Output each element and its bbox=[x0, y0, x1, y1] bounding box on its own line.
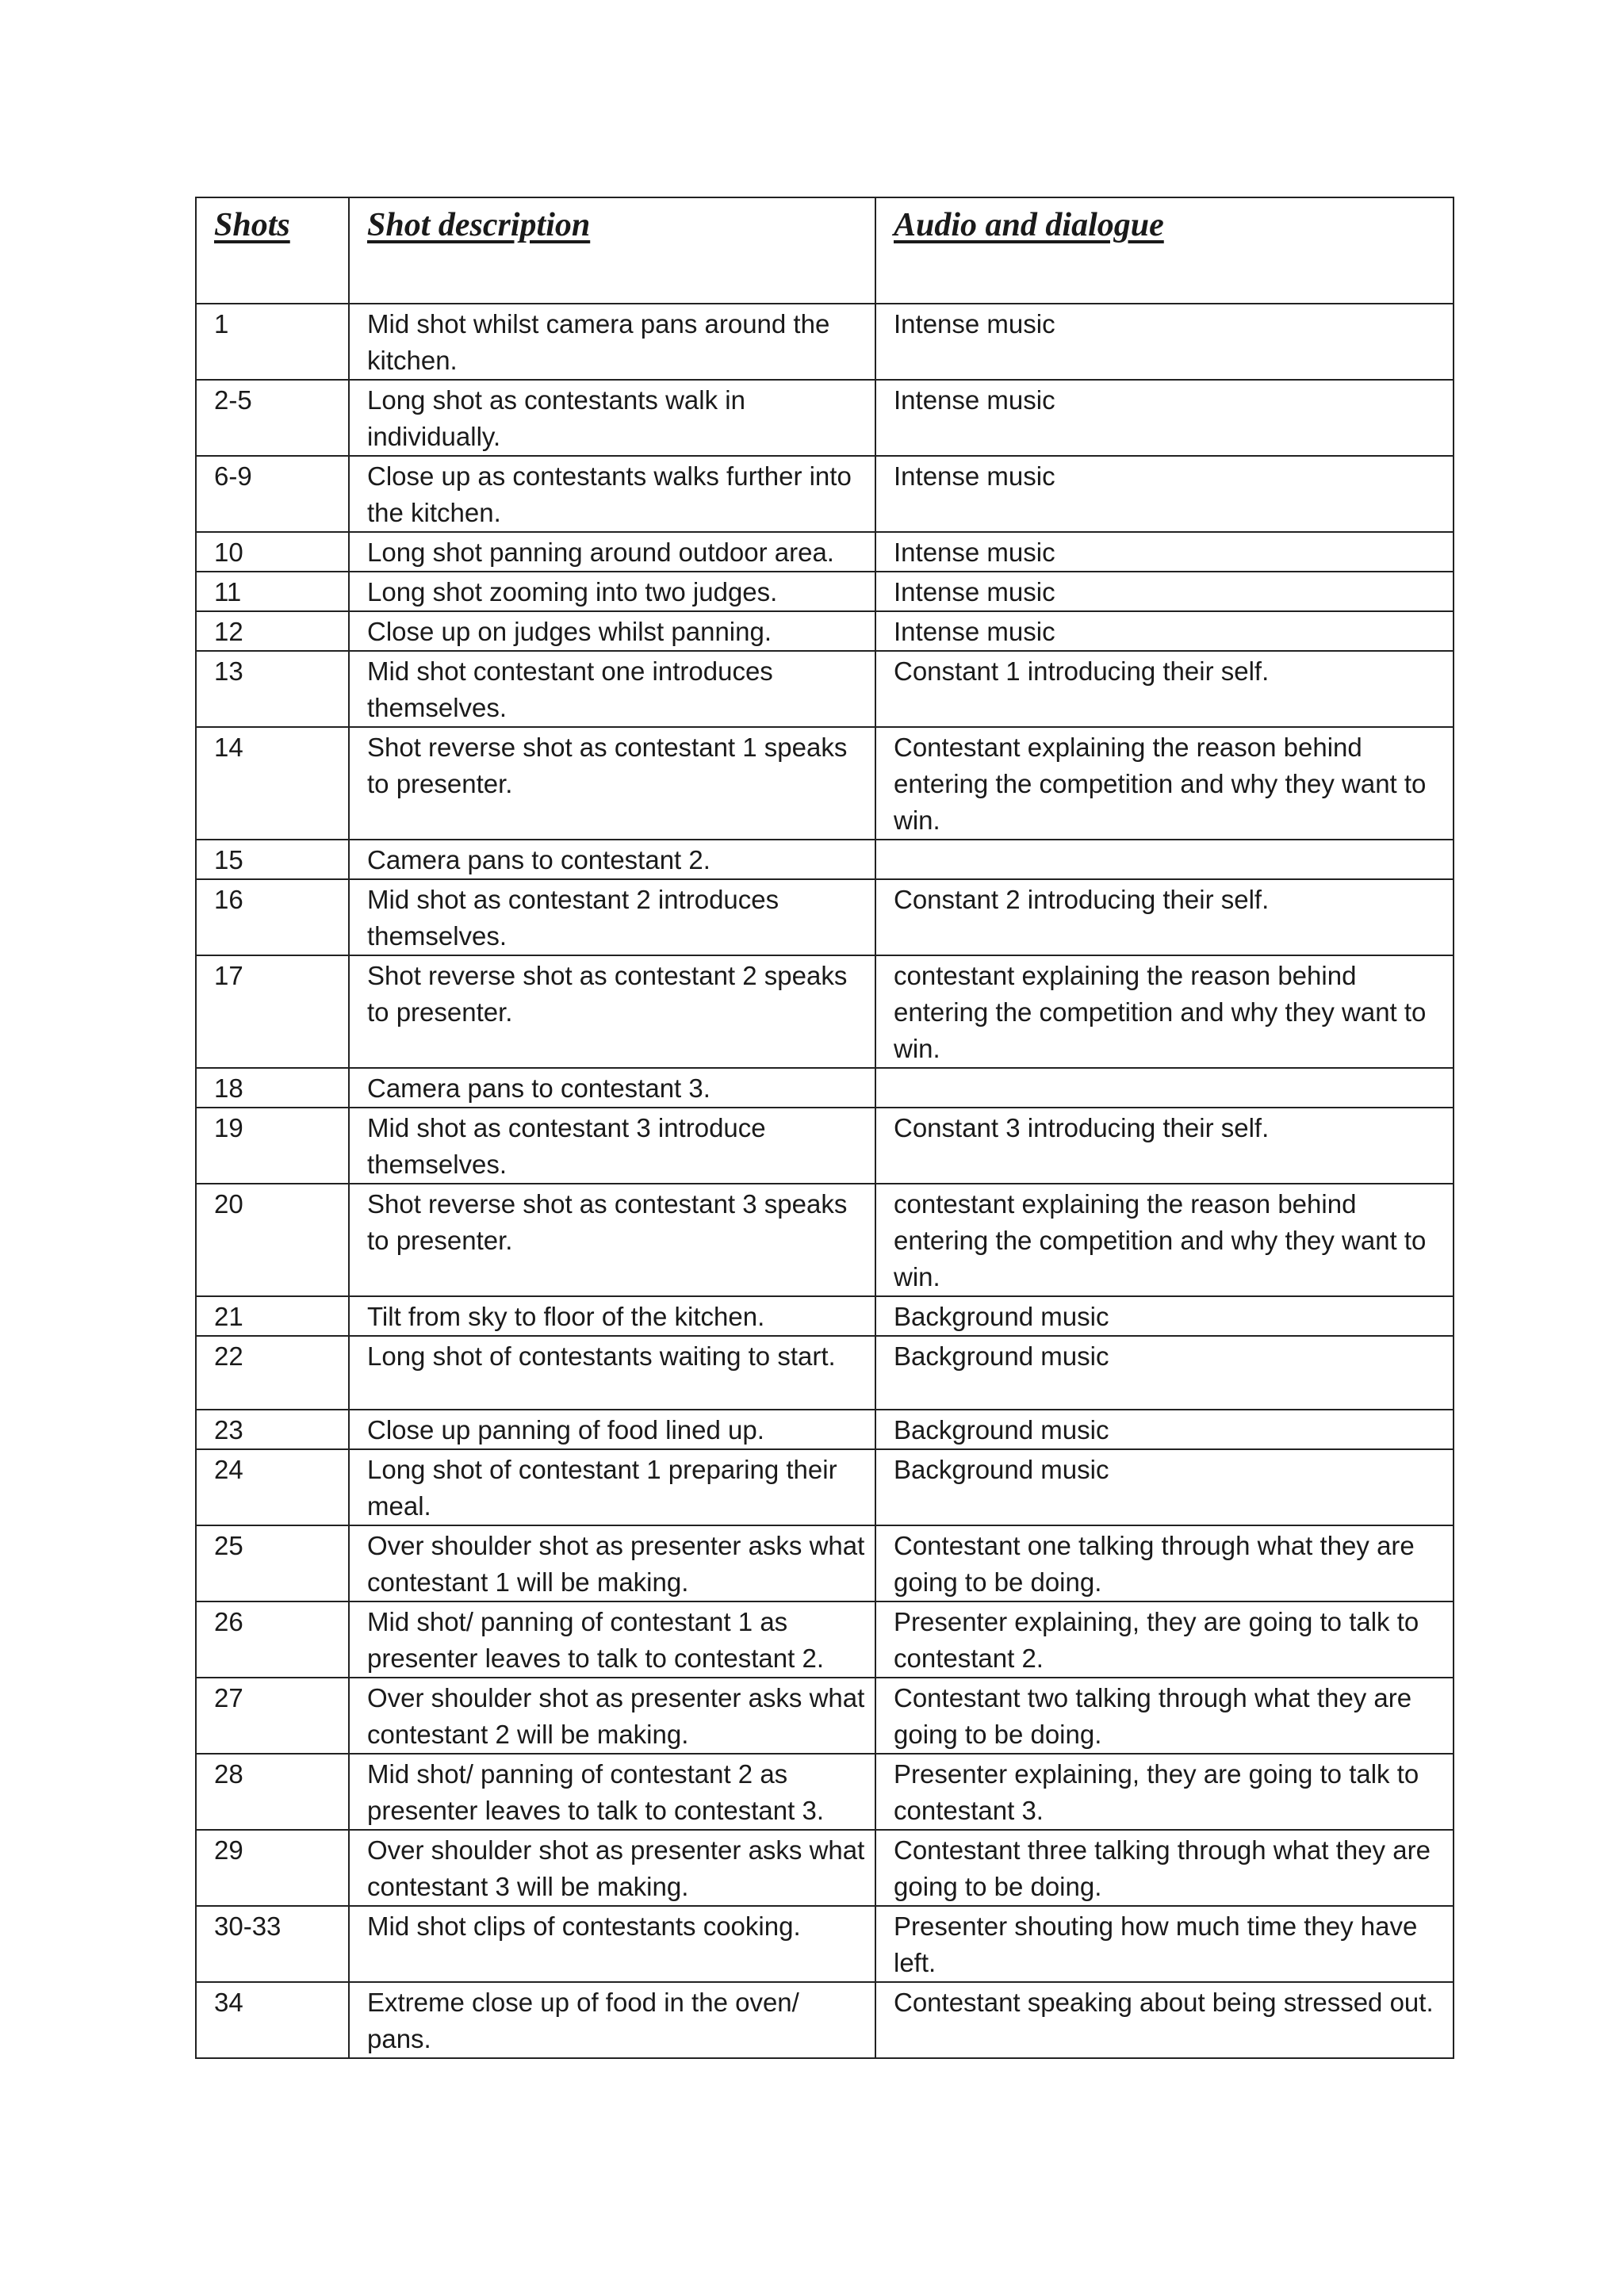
shot-number-cell: 21 bbox=[196, 1296, 349, 1336]
shot-description-cell: Long shot as contestants walk in individually. bbox=[349, 380, 875, 456]
table-row bbox=[196, 727, 1454, 840]
table-row bbox=[196, 879, 1454, 955]
shot-description-cell: Long shot zooming into two judges. bbox=[349, 572, 875, 611]
shot-description-cell: Long shot panning around outdoor area. bbox=[349, 532, 875, 572]
table-row bbox=[196, 840, 1454, 879]
audio-dialogue-cell: Intense music bbox=[875, 456, 1454, 532]
shot-number-cell: 18 bbox=[196, 1068, 349, 1108]
shot-description-cell: Camera pans to contestant 2. bbox=[349, 840, 875, 879]
shot-description-cell: Mid shot as contestant 2 introduces themselves. bbox=[349, 879, 875, 955]
table-row bbox=[196, 1336, 1454, 1410]
shot-description-cell: Mid shot whilst camera pans around the kitchen. bbox=[349, 304, 875, 380]
shot-description-cell: Mid shot clips of contestants cooking. bbox=[349, 1906, 875, 1982]
shot-number-cell: 29 bbox=[196, 1830, 349, 1906]
shot-number-cell: 26 bbox=[196, 1601, 349, 1678]
audio-dialogue-cell: Contestant three talking through what they are going to be doing. bbox=[875, 1830, 1454, 1906]
table-row bbox=[196, 1754, 1454, 1830]
shot-number-cell: 6-9 bbox=[196, 456, 349, 532]
shot-number-cell: 19 bbox=[196, 1108, 349, 1184]
audio-dialogue-cell: Constant 3 introducing their self. bbox=[875, 1108, 1454, 1184]
audio-dialogue-cell bbox=[875, 840, 1454, 879]
audio-dialogue-cell: Contestant speaking about being stressed out. bbox=[875, 1982, 1454, 2058]
audio-dialogue-cell: Background music bbox=[875, 1296, 1454, 1336]
shot-number-cell: 2-5 bbox=[196, 380, 349, 456]
shot-description-cell: Over shoulder shot as presenter asks what contestant 2 will be making. bbox=[349, 1678, 875, 1754]
table-header bbox=[196, 197, 1454, 304]
audio-dialogue-cell: Contestant one talking through what they are going to be doing. bbox=[875, 1525, 1454, 1601]
audio-dialogue-cell: contestant explaining the reason behind entering the competition and why they want to win. bbox=[875, 1184, 1454, 1296]
shot-description-cell: Mid shot/ panning of contestant 2 as presenter leaves to talk to contestant 3. bbox=[349, 1754, 875, 1830]
shot-number-cell: 14 bbox=[196, 727, 349, 840]
shot-number-cell: 30-33 bbox=[196, 1906, 349, 1982]
shot-description-cell: Shot reverse shot as contestant 2 speaks to presenter. bbox=[349, 955, 875, 1068]
table-row bbox=[196, 1678, 1454, 1754]
header-row bbox=[196, 197, 1454, 304]
shot-number-cell: 10 bbox=[196, 532, 349, 572]
shot-number-cell: 34 bbox=[196, 1982, 349, 2058]
shot-description-cell: Close up panning of food lined up. bbox=[349, 1410, 875, 1449]
audio-dialogue-cell: Intense music bbox=[875, 611, 1454, 651]
shot-list-table bbox=[195, 197, 1454, 2059]
table-row bbox=[196, 380, 1454, 456]
audio-dialogue-cell: Background music bbox=[875, 1410, 1454, 1449]
table-body bbox=[196, 304, 1454, 2058]
shot-number-cell: 17 bbox=[196, 955, 349, 1068]
audio-dialogue-cell: Presenter explaining, they are going to talk to contestant 2. bbox=[875, 1601, 1454, 1678]
table-row bbox=[196, 1982, 1454, 2058]
audio-dialogue-cell: Contestant explaining the reason behind entering the competition and why they want to win. bbox=[875, 727, 1454, 840]
shot-description-cell: Tilt from sky to floor of the kitchen. bbox=[349, 1296, 875, 1336]
shot-description-cell: Long shot of contestant 1 preparing their meal. bbox=[349, 1449, 875, 1525]
audio-dialogue-cell bbox=[875, 1068, 1454, 1108]
shot-description-cell: Mid shot contestant one introduces themselves. bbox=[349, 651, 875, 727]
shot-description-cell: Camera pans to contestant 3. bbox=[349, 1068, 875, 1108]
table-row bbox=[196, 651, 1454, 727]
shot-description-cell: Over shoulder shot as presenter asks what contestant 3 will be making. bbox=[349, 1830, 875, 1906]
audio-dialogue-cell: Contestant two talking through what they are going to be doing. bbox=[875, 1678, 1454, 1754]
table-row bbox=[196, 1410, 1454, 1449]
shot-number-cell: 11 bbox=[196, 572, 349, 611]
table-row bbox=[196, 1906, 1454, 1982]
table-row bbox=[196, 611, 1454, 651]
shot-number-cell: 1 bbox=[196, 304, 349, 380]
shot-description-cell: Close up as contestants walks further into the kitchen. bbox=[349, 456, 875, 532]
shot-number-cell: 12 bbox=[196, 611, 349, 651]
audio-dialogue-cell: Intense music bbox=[875, 304, 1454, 380]
shot-description-cell: Close up on judges whilst panning. bbox=[349, 611, 875, 651]
shot-number-cell: 20 bbox=[196, 1184, 349, 1296]
shot-number-cell: 15 bbox=[196, 840, 349, 879]
audio-dialogue-cell: Intense music bbox=[875, 572, 1454, 611]
audio-dialogue-cell: Presenter explaining, they are going to talk to contestant 3. bbox=[875, 1754, 1454, 1830]
shot-number-cell: 28 bbox=[196, 1754, 349, 1830]
audio-dialogue-cell: Presenter shouting how much time they have left. bbox=[875, 1906, 1454, 1982]
shot-description-cell: Long shot of contestants waiting to start. bbox=[349, 1336, 875, 1410]
table-row bbox=[196, 456, 1454, 532]
shot-number-cell: 23 bbox=[196, 1410, 349, 1449]
header-shots: Shots bbox=[196, 197, 349, 304]
audio-dialogue-cell: Constant 1 introducing their self. bbox=[875, 651, 1454, 727]
shot-number-cell: 25 bbox=[196, 1525, 349, 1601]
shot-number-cell: 27 bbox=[196, 1678, 349, 1754]
table-row bbox=[196, 1184, 1454, 1296]
shot-description-cell: Shot reverse shot as contestant 3 speaks to presenter. bbox=[349, 1184, 875, 1296]
table-row bbox=[196, 304, 1454, 380]
shot-number-cell: 22 bbox=[196, 1336, 349, 1410]
audio-dialogue-cell: contestant explaining the reason behind entering the competition and why they want to win. bbox=[875, 955, 1454, 1068]
shot-description-cell: Over shoulder shot as presenter asks what contestant 1 will be making. bbox=[349, 1525, 875, 1601]
table-row bbox=[196, 1296, 1454, 1336]
shot-description-cell: Shot reverse shot as contestant 1 speaks to presenter. bbox=[349, 727, 875, 840]
header-audio-and-dialogue: Audio and dialogue bbox=[875, 197, 1454, 304]
audio-dialogue-cell: Background music bbox=[875, 1336, 1454, 1410]
table-row bbox=[196, 572, 1454, 611]
table-row bbox=[196, 1525, 1454, 1601]
table-row bbox=[196, 955, 1454, 1068]
shot-description-cell: Mid shot as contestant 3 introduce themselves. bbox=[349, 1108, 875, 1184]
header-shot-description: Shot description bbox=[349, 197, 875, 304]
table-row bbox=[196, 1601, 1454, 1678]
audio-dialogue-cell: Intense music bbox=[875, 380, 1454, 456]
audio-dialogue-cell: Constant 2 introducing their self. bbox=[875, 879, 1454, 955]
shot-number-cell: 16 bbox=[196, 879, 349, 955]
audio-dialogue-cell: Background music bbox=[875, 1449, 1454, 1525]
table-row bbox=[196, 532, 1454, 572]
table-row bbox=[196, 1108, 1454, 1184]
shot-number-cell: 13 bbox=[196, 651, 349, 727]
audio-dialogue-cell: Intense music bbox=[875, 532, 1454, 572]
shot-number-cell: 24 bbox=[196, 1449, 349, 1525]
shot-description-cell: Extreme close up of food in the oven/ pans. bbox=[349, 1982, 875, 2058]
table-row bbox=[196, 1068, 1454, 1108]
table-row bbox=[196, 1449, 1454, 1525]
table-row bbox=[196, 1830, 1454, 1906]
shot-description-cell: Mid shot/ panning of contestant 1 as presenter leaves to talk to contestant 2. bbox=[349, 1601, 875, 1678]
